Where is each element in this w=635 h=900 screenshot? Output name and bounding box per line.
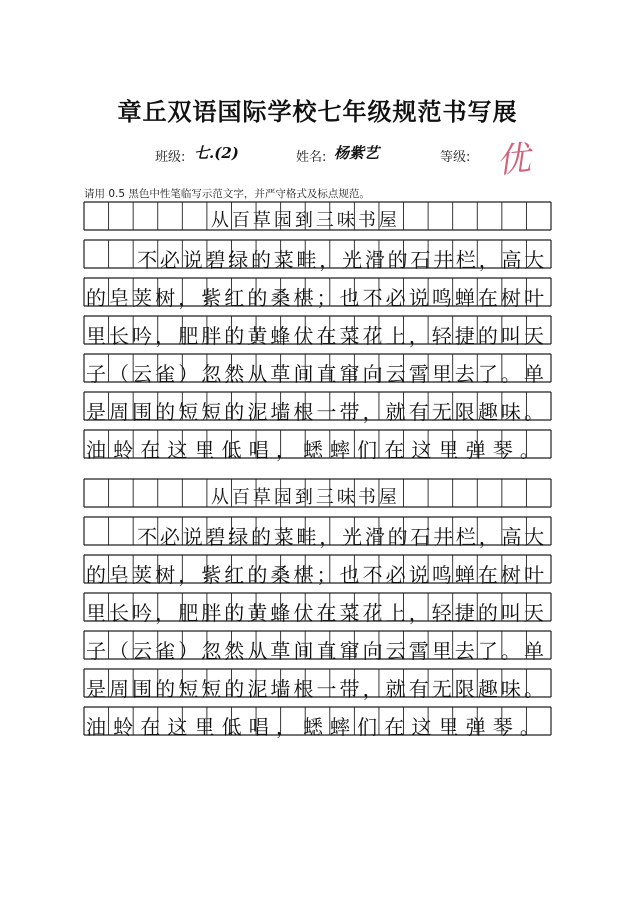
name-label: 姓名: — [296, 150, 327, 165]
text-line: 子（云雀）忽然从草间直窜向云霄里去了。单 — [86, 639, 547, 663]
page-title: 章丘双语国际学校七年级规范书写展 — [117, 97, 518, 126]
text-line: 油蛉在这里低唱，蟋蟀们在这里弹琴。 — [86, 438, 547, 462]
text-line: 是周围的短短的泥墙根一带，就有无限趣味。 — [86, 400, 547, 424]
text-line: 不必说碧绿的菜畦，光滑的石井栏，高大 — [137, 248, 547, 272]
text-line: 不必说碧绿的菜畦，光滑的石井栏，高大 — [137, 525, 547, 549]
class-label: 班级: — [155, 150, 186, 165]
section-title: 从百草园到三味书屋 — [210, 210, 400, 231]
class-value: 七.(2) — [194, 144, 239, 162]
text-line: 子（云雀）忽然从草间直窜向云霄里去了。单 — [86, 362, 547, 386]
text-line: 油蛉在这里低唱，蟋蟀们在这里弹琴。 — [86, 715, 547, 739]
grade-mark: 优 — [494, 138, 533, 182]
instructions: 请用 0.5 黑色中性笔临写示范文字，并严守格式及标点规范。 — [84, 188, 370, 200]
section-title: 从百草园到三味书屋 — [210, 487, 400, 508]
text-line: 的皂荚树，紫红的桑椹；也不必说鸣蝉在树叶 — [86, 286, 547, 310]
grade-label: 等级: — [440, 150, 471, 165]
text-line: 里长吟，肥胖的黄蜂伏在菜花上，轻捷的叫天 — [86, 324, 547, 348]
name-value: 杨紫艺 — [334, 144, 380, 162]
text-line: 是周围的短短的泥墙根一带，就有无限趣味。 — [86, 677, 547, 701]
text-line: 里长吟，肥胖的黄蜂伏在菜花上，轻捷的叫天 — [86, 601, 547, 625]
text-line: 的皂荚树，紫红的桑椹；也不必说鸣蝉在树叶 — [86, 563, 547, 587]
